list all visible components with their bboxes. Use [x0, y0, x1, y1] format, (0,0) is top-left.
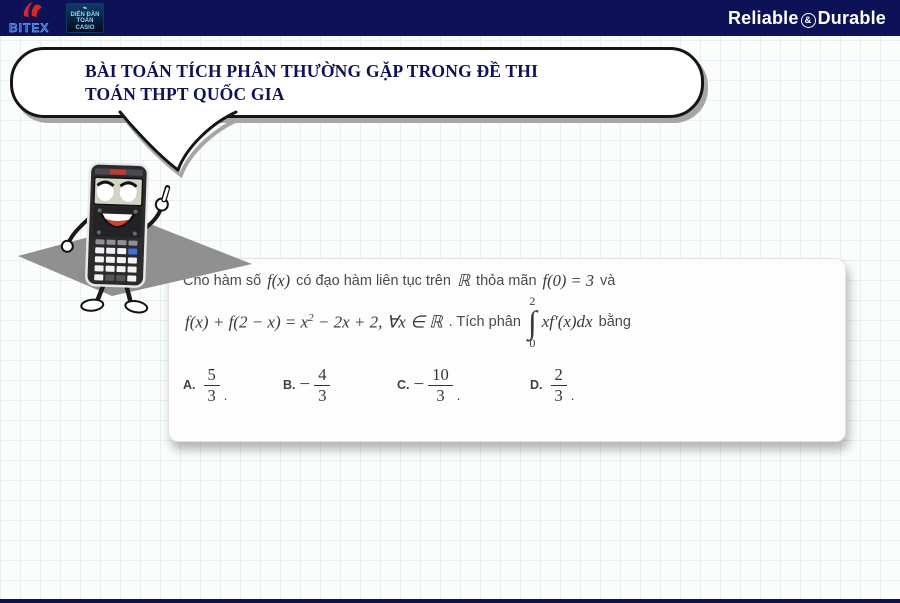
- math-fx: f(x): [267, 271, 291, 290]
- brand-tagline: [728, 8, 886, 29]
- math-functional-eq: $f(x) + f(2 - x) = x^2 - 2x + 2$, ∀x ∈ ℝ: [185, 311, 443, 332]
- option-b-label: B.: [283, 378, 296, 393]
- top-brand-bar: [0, 0, 900, 36]
- option-b-fraction: $\frac{4}{3}$: [314, 365, 330, 406]
- speech-bubble-tail: [118, 114, 240, 178]
- integral-lower-limit: 0: [529, 336, 536, 350]
- answer-options: [183, 365, 831, 406]
- option-c[interactable]: C. − $\frac{10}{3}$ .: [397, 365, 461, 406]
- bottom-brand-strip: [0, 599, 900, 603]
- slide-title-line2: TOÁN THPT QUỐC GIA: [85, 83, 285, 104]
- title-speech-bubble: [10, 47, 704, 118]
- question-card: [168, 258, 846, 442]
- bitex-logo-icon: [6, 1, 58, 35]
- math-integrand: xf′(x)dx: [541, 312, 593, 331]
- option-c-label: C.: [397, 378, 410, 393]
- forum-logo-line2: TOÁN CASIO: [75, 18, 95, 31]
- problem-line-2: $f(x) + f(2 - x) = x^2 - 2x + 2$, ∀x ∈ ℝ . Tích phân 2 ∫ 0 xf′(x)dx bằng: [185, 294, 631, 350]
- forum-toan-casio-logo: [66, 3, 104, 33]
- option-d[interactable]: D. $\frac{2}{3}$ .: [530, 365, 575, 406]
- option-d-label: D.: [530, 378, 543, 393]
- forum-logo-icon: ⌁: [82, 5, 88, 13]
- option-a-label: A.: [183, 378, 196, 393]
- problem-line-1: Cho hàm số f(x) có đạo hàm liên tục trên ℝ thỏa mãn f(0) = 3 và: [183, 271, 616, 290]
- math-reals: ℝ: [456, 271, 471, 290]
- forum-logo-line1: DIỄN ĐÀN: [70, 12, 100, 19]
- problem-text: Cho hàm số: [183, 273, 266, 289]
- option-a[interactable]: A. $\frac{5}{3}$ .: [183, 365, 228, 406]
- option-b[interactable]: B. − $\frac{4}{3}$: [283, 365, 397, 406]
- integral-symbol: 2 ∫ 0: [527, 294, 537, 350]
- integral-upper-limit: 2: [529, 294, 536, 308]
- math-f0: f(0) = 3: [542, 271, 595, 290]
- tagline-durable: Durable: [817, 7, 886, 28]
- ampersand-circle-icon: &: [801, 13, 816, 28]
- tagline-reliable: Reliable: [727, 7, 799, 28]
- option-d-fraction: $\frac{2}{3}$: [551, 365, 567, 406]
- bitex-logo-text: BITEX: [9, 21, 50, 35]
- option-a-fraction: $\frac{5}{3}$: [204, 365, 220, 406]
- slide-title-line1: BÀI TOÁN TÍCH PHÂN THƯỜNG GẶP TRONG ĐỀ THI: [85, 60, 539, 81]
- option-c-fraction: $\frac{10}{3}$: [428, 365, 453, 406]
